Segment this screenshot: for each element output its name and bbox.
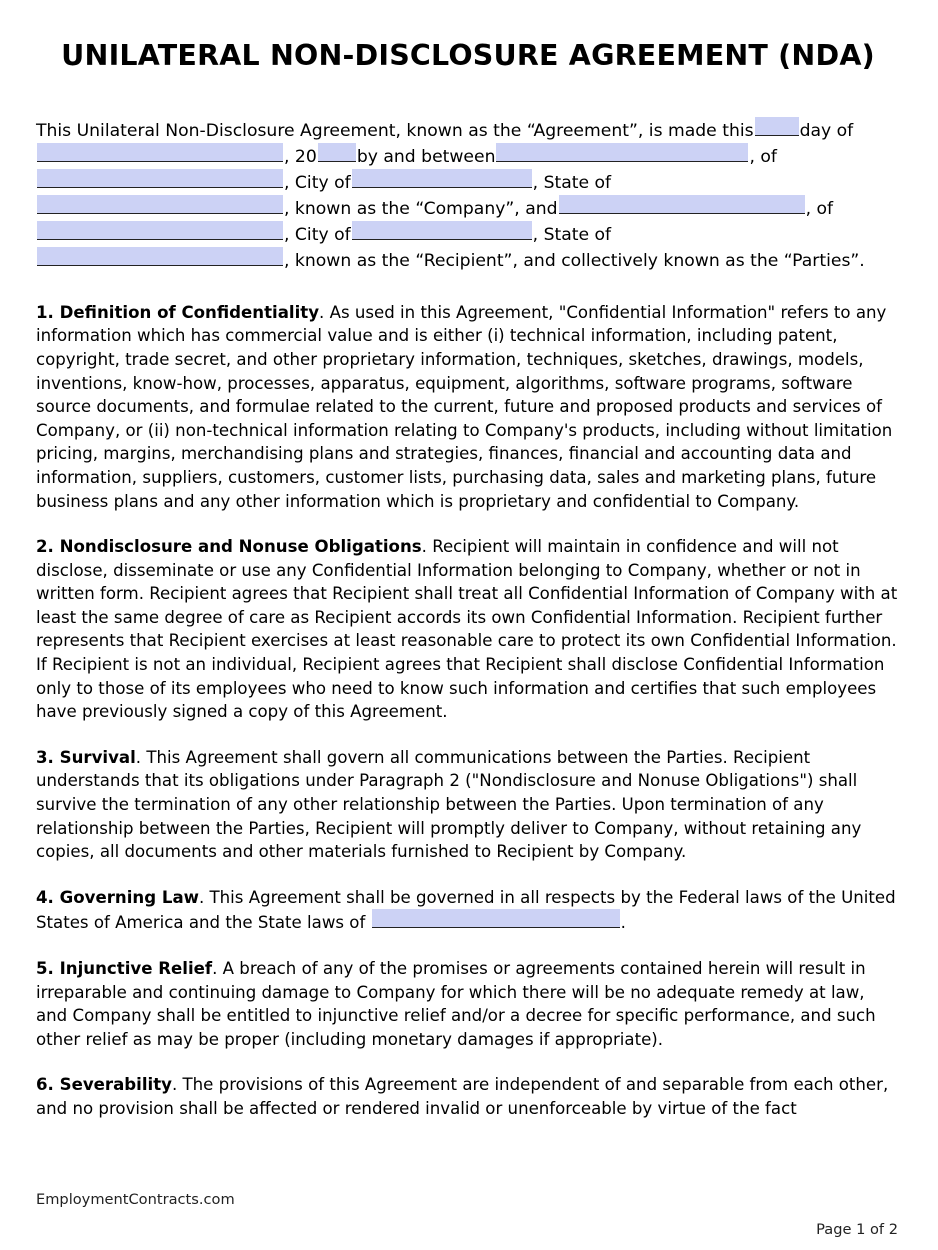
section-1-heading: 1. Definition of Confidentiality (36, 302, 320, 322)
intro-line-1 (36, 117, 900, 143)
recipient-state-blank-field[interactable] (37, 247, 283, 266)
company-name-blank-field[interactable] (496, 143, 748, 162)
intro-line-3 (36, 169, 900, 195)
intro-line-5 (36, 221, 900, 247)
company-address-blank-field[interactable] (37, 169, 283, 188)
day-blank-field[interactable] (755, 117, 799, 136)
section-4-body-after: . (620, 913, 626, 933)
page-title: UNILATERAL NON-DISCLOSURE AGREEMENT (NDA) (61, 39, 875, 72)
intro-text-3: , 20 (284, 146, 317, 167)
footer-page-number: Page 1 of 2 (816, 1221, 898, 1238)
section-6-heading: 6. Severability (36, 1075, 172, 1095)
intro-line-4 (36, 195, 900, 221)
year-blank-field[interactable] (318, 143, 356, 162)
intro-text-12: , known as the “Recipient”, and collectively known as the “Parties”. (284, 250, 865, 271)
section-survival (36, 746, 900, 864)
governing-state-blank-field[interactable] (372, 909, 620, 928)
section-2-body: . Recipient will maintain in confidence and will not disclose, disseminate or use any Confidential Information belonging to Company, whether or not in written form. Recipient agrees that Recipient shall treat all Confidential Information of Company with at least the same degree of care as Recipient accords its own Confidential Information. Recipient further represents that Recipient exercises at least reasonable care to protect its own Confidential Information. If Recipient is not an individual, Recipient agrees that Recipient shall disclose Confidential Information only to those of its employees who need to know such information and certifies that such employees have previously signed a copy of this Agreement. (36, 537, 898, 722)
section-5-body: . A breach of any of the promises or agreements contained herein will result in irreparable and continuing damage to Company for which there will be no adequate remedy at law, and Company shall be entitled to injunctive relief and/or a decree for specific performance, and such other relief as may be proper (including monetary damages if appropriate). (36, 959, 876, 1049)
section-4-heading: 4. Governing Law (36, 887, 199, 907)
company-city-blank-field[interactable] (352, 169, 532, 188)
intro-text-8: , known as the “Company”, and (284, 198, 558, 219)
section-6-body: . The provisions of this Agreement are independent of and separable from each other, and no provision shall be affected or rendered invalid or unenforceable by virtue of the fact (36, 1075, 889, 1118)
intro-text-9: , of (805, 198, 834, 219)
agreement-sections (36, 301, 900, 1121)
recipient-name-blank-field[interactable] (559, 195, 805, 214)
intro-line-6 (36, 247, 900, 273)
section-governing-law (36, 886, 900, 935)
intro-text-4: by and between (356, 146, 496, 167)
section-4-body-before: . This Agreement shall be governed in all respects by the Federal laws of the United States of America and the State laws of (36, 887, 896, 933)
section-3-body: . This Agreement shall govern all communications between the Parties. Recipient understands that its obligations under Paragraph 2 ("Nondisclosure and Nonuse Obligations") shall survive the termination of any other relationship between the Parties. Upon termination of any relationship between the Parties, Recipient will promptly deliver to Company, without retaining any copies, all documents and other materials furnished to Recipient by Company. (36, 747, 862, 862)
section-2-heading: 2. Nondisclosure and Nonuse Obligations (36, 537, 422, 557)
section-3-heading: 3. Survival (36, 747, 136, 767)
agreement-intro-paragraph (36, 117, 900, 273)
intro-text-7: , State of (532, 172, 612, 193)
intro-text-6: , City of (284, 172, 351, 193)
section-5-heading: 5. Injunctive Relief (36, 959, 213, 979)
recipient-city-blank-field[interactable] (352, 221, 532, 240)
section-severability (36, 1073, 900, 1120)
section-1-body: . As used in this Agreement, "Confidential Information" refers to any information which has commercial value and is either (i) technical information, including patent, copyright, trade secret, and other proprietary information, techniques, sketches, drawings, models, inventions, know-how, processes, apparatus, equipment, algorithms, software programs, software source documents, and formulae related to the current, future and proposed products and services of Company, or (ii) non-technical information relating to Company's products, including without limitation pricing, margins, merchandising plans and strategies, finances, financial and accounting data and information, suppliers, customers, customer lists, purchasing data, sales and marketing plans, future business plans and any other information which is proprietary and confidential to Company. (36, 302, 893, 511)
intro-text-1: This Unilateral Non-Disclosure Agreement, known as the “Agreement”, is made this (36, 120, 754, 141)
section-nondisclosure-and-nonuse-obligations (36, 535, 900, 724)
footer-source-label: EmploymentContracts.com (36, 1191, 235, 1208)
intro-text-10: , City of (284, 224, 351, 245)
intro-text-5: , of (749, 146, 777, 167)
recipient-address-blank-field[interactable] (37, 221, 283, 240)
section-definition-of-confidentiality (36, 301, 900, 513)
intro-text-11: , State of (532, 224, 612, 245)
section-injunctive-relief (36, 957, 900, 1051)
month-blank-field[interactable] (37, 143, 283, 162)
intro-line-2 (36, 143, 900, 169)
company-state-blank-field[interactable] (37, 195, 283, 214)
intro-text-2: day of (799, 120, 854, 141)
